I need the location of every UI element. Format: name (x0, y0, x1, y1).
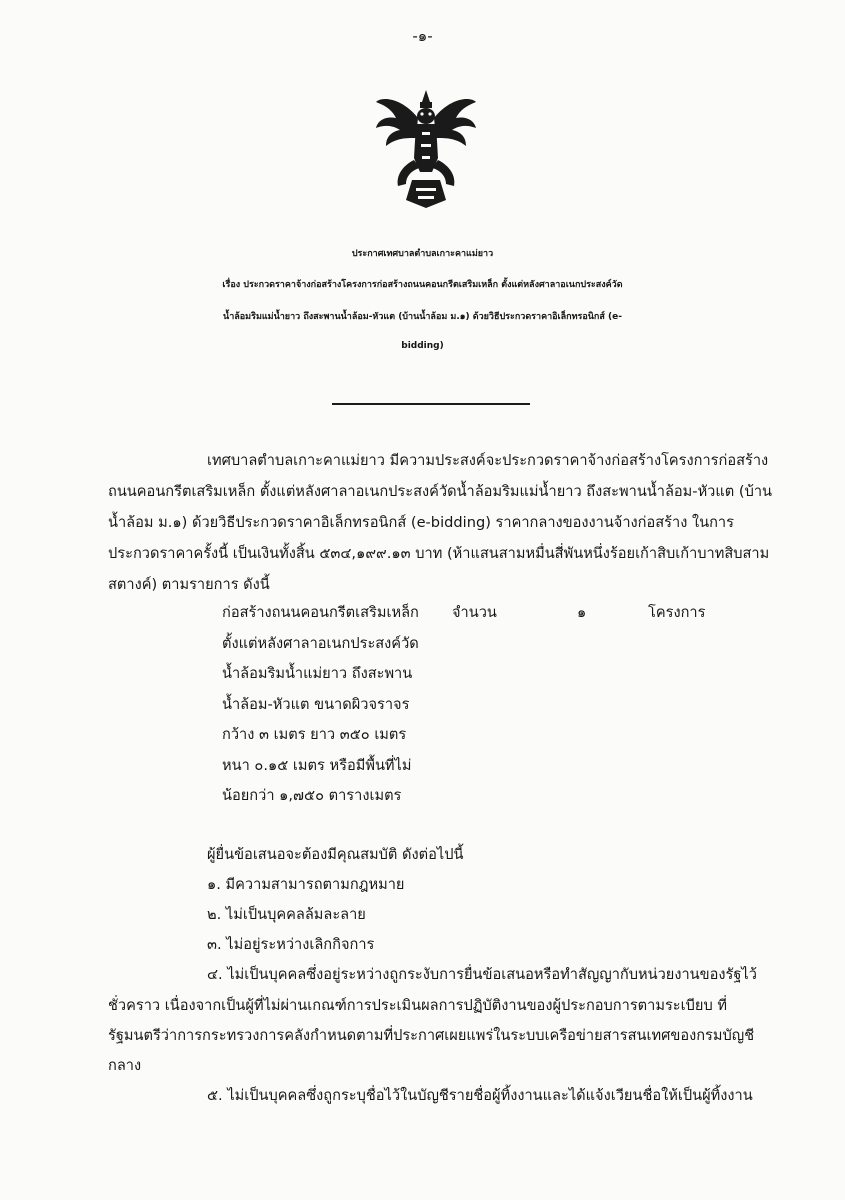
announcement-subject-line-1: เรื่อง ประกวดราคาจ้างก่อสร้างโครงการก่อสร้างถนนคอนกรีตเสริมเหล็ก ตั้งแต่หลังศาลาอเนกประสงค์วัด (222, 280, 623, 290)
item-unit: โครงการ (648, 604, 706, 621)
garuda-emblem (372, 88, 480, 210)
qualification-4-line-3: รัฐมนตรีว่าการกระทรวงการคลังกำหนดตามที่ประกาศเผยแพร่ในระบบเครือข่ายสารสนเทศของกรมบัญชี (108, 1027, 755, 1044)
item-desc-line-4: น้ำล้อม-หัวแต ขนาดผิวจราจร (222, 696, 410, 713)
qualification-2: ๒. ไม่เป็นบุคคลล้มละลาย (207, 906, 366, 923)
qualification-4-line-1: ๔. ไม่เป็นบุคคลซึ่งอยู่ระหว่างถูกระงับการยื่นข้อเสนอหรือทำสัญญากับหน่วยงานของรัฐไว้ (207, 966, 757, 983)
page-number: -๑- (412, 27, 433, 45)
announcement-subject-line-3: bidding) (401, 341, 444, 351)
item-desc-line-7: น้อยกว่า ๑,๗๕๐ ตารางเมตร (222, 787, 402, 804)
qualification-4-line-4: กลาง (108, 1057, 142, 1074)
qualification-1: ๑. มีความสามารถตามกฎหมาย (207, 876, 405, 893)
item-desc-line-6: หนา ๐.๑๕ เมตร หรือมีพื้นที่ไม่ (222, 757, 412, 774)
qualifications-header: ผู้ยื่นข้อเสนอจะต้องมีคุณสมบัติ ดังต่อไปนี้ (207, 846, 464, 863)
intro-line-1: เทศบาลตำบลเกาะคาแม่ยาว มีความประสงค์จะประกวดราคาจ้างก่อสร้างโครงการก่อสร้าง (207, 452, 769, 469)
item-desc-line-2: ตั้งแต่หลังศาลาอเนกประสงค์วัด (222, 635, 419, 652)
title-divider (332, 403, 530, 405)
item-desc-line-5: กว้าง ๓ เมตร ยาว ๓๕๐ เมตร (222, 726, 407, 743)
intro-line-3: น้ำล้อม ม.๑) ด้วยวิธีประกวดราคาอิเล็กทรอนิกส์ (e-bidding) ราคากลางของงานจ้างก่อสร้าง ในการ (108, 514, 734, 531)
item-qty-label: จำนวน (452, 604, 497, 621)
intro-line-5: สตางค์) ตามรายการ ดังนี้ (108, 576, 270, 593)
qualification-3: ๓. ไม่อยู่ระหว่างเลิกกิจการ (207, 936, 375, 953)
item-desc-line-3: น้ำล้อมริมน้ำแม่ยาว ถึงสะพาน (222, 665, 413, 682)
qualification-4-line-2: ชั่วคราว เนื่องจากเป็นผู้ที่ไม่ผ่านเกณฑ์การประเมินผลการปฏิบัติงานของผู้ประกอบการตามระเบียบ ที่ (108, 997, 727, 1014)
announcement-org: ประกาศเทศบาลตำบลเกาะคาแม่ยาว (351, 249, 494, 259)
qualification-5: ๕. ไม่เป็นบุคคลซึ่งถูกระบุชื่อไว้ในบัญชีรายชื่อผู้ทิ้งงานและได้แจ้งเวียนชื่อให้เป็นผู้ทิ้งงาน (207, 1087, 753, 1104)
announcement-subject-line-2: น้ำล้อมริมแม่น้ำยาว ถึงสะพานน้ำล้อม-หัวแต (บ้านน้ำล้อม ม.๑) ด้วยวิธีประกวดราคาอิเล็กทรอนิกส์ (e- (223, 312, 622, 322)
intro-line-4: ประกวดราคาครั้งนี้ เป็นเงินทั้งสิ้น ๕๓๔,๑๙๙.๑๓ บาท (ห้าแสนสามหมื่นสี่พันหนึ่งร้อยเก้าสิบเก้าบาทสิบสาม (108, 545, 770, 562)
intro-line-2: ถนนคอนกรีตเสริมเหล็ก ตั้งแต่หลังศาลาอเนกประสงค์วัดน้ำล้อมริมแม่น้ำยาว ถึงสะพานน้ำล้อม-หัวแต (บ้าน (108, 483, 773, 500)
item-desc-line-1: ก่อสร้างถนนคอนกรีตเสริมเหล็ก (222, 604, 419, 621)
item-qty: ๑ (577, 604, 587, 621)
